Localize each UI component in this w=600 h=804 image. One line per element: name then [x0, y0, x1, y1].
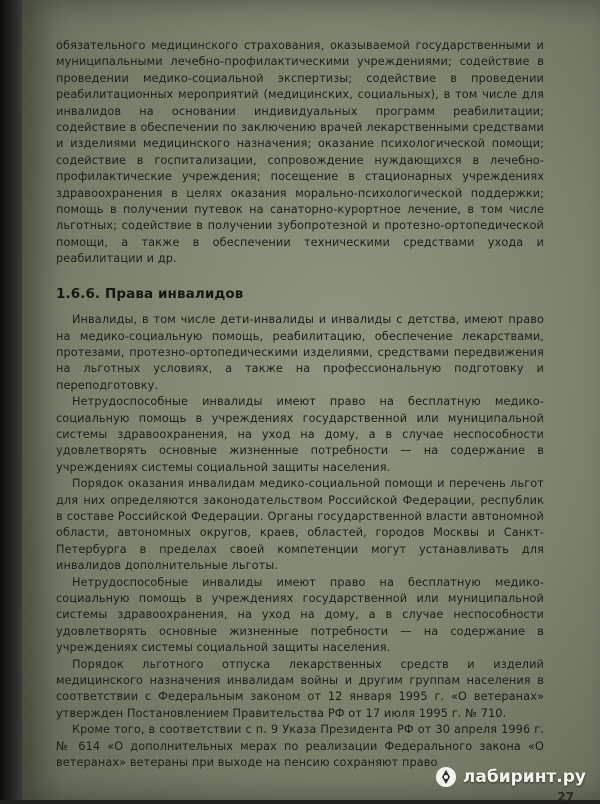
paragraph-4: Нетрудоспособные инвалиды имеют право на бесплатную медико-социальную помощь в учреждениях государственной или муниципальной системы здравоохранения, на уход на дому, а в случае неспособности удовлетворять основные жизненные потребности — на содержание в учреждениях системы социальной защиты населения. [56, 575, 544, 655]
paragraph-5: Порядок льготного отпуска лекарственных средств и изделий медицинского назначения инвалидам войны и другим группам населения в соответствии с Федеральным законом от 12 января 1995 г. «О ветеранах» утвержден Постановлением Правительства РФ от 17 июля 1995 г. № 710. [56, 657, 544, 720]
paragraph-6: Кроме того, в соответствии с п. 9 Указа Президента РФ от 30 апреля 1996 г. № 614 «О дополнительных мерах по реализации Федерального закона «О ветеранах» ветераны при выходе на пенсию сохраняют право [56, 723, 544, 770]
top-paragraph: обязательного медицинского страхования, оказываемой государственными и муниципальными лечебно-профилактическими учреждениями; содействие в проведении медико-социальной экспертизы; содействие в проведении реабилитационных мероприятий (медицинских, социальных), в том числе для инвалидов на основании индивидуальных программ реабилитации; содействие в обеспечении по заключению врачей лекарственными средствами и изделиями медицинского назначения; оказание психологической помощи; содействие в госпитализации, сопровождение нуждающихся в лечебно-профилактические учреждения; посещение в стационарных учреждениях здравоохранения в целях оказания морально-психологической поддержки; помощь в получении путевок на санаторно-курортное лечение, в том числе льготных; содействие в получении зубопротезной и протезно-ортопедической помощи, а также в обеспечении техническими средствами ухода и реабилитации и др. [56, 39, 544, 266]
page-content [56, 38, 544, 771]
labirint-logo-icon [435, 766, 457, 788]
page-number: 27 [557, 790, 574, 804]
paragraph-2: Нетрудоспособные инвалиды имеют право на бесплатную медико-социальную помощь в учреждениях государственной или муниципальной системы здравоохранения, на уход на дому, а в случае неспособности удовлетворять основные жизненные потребности — на содержание в учреждениях системы социальной защиты населения. [56, 395, 544, 474]
watermark-text: лабиринт.ру [462, 767, 586, 787]
book-page [22, 0, 600, 804]
watermark [435, 766, 586, 788]
book-spine-edge [0, 0, 22, 800]
paragraph-3: Порядок оказания инвалидам медико-социальной помощи и перечень льгот для них определяются законодательством Российской Федерации, республик в составе Российской Федерации. Органы государственной власти автономной области, автономных округов, краев, областей, городов Москвы и Санкт-Петербурга в пределах своей компетенции могут устанавливать для инвалидов дополнительные льготы. [56, 477, 544, 573]
paragraph-1: Инвалиды, в том числе дети-инвалиды и инвалиды с детства, имеют право на медико-социальную помощь, реабилитацию, обеспечение лекарствами, протезами, протезно-ортопедическими изделиями, средствами передвижения на льготных условиях, а также на профессиональную подготовку и переподготовку. [56, 313, 544, 392]
section-heading: 1.6.6. Права инвалидов [56, 285, 244, 302]
